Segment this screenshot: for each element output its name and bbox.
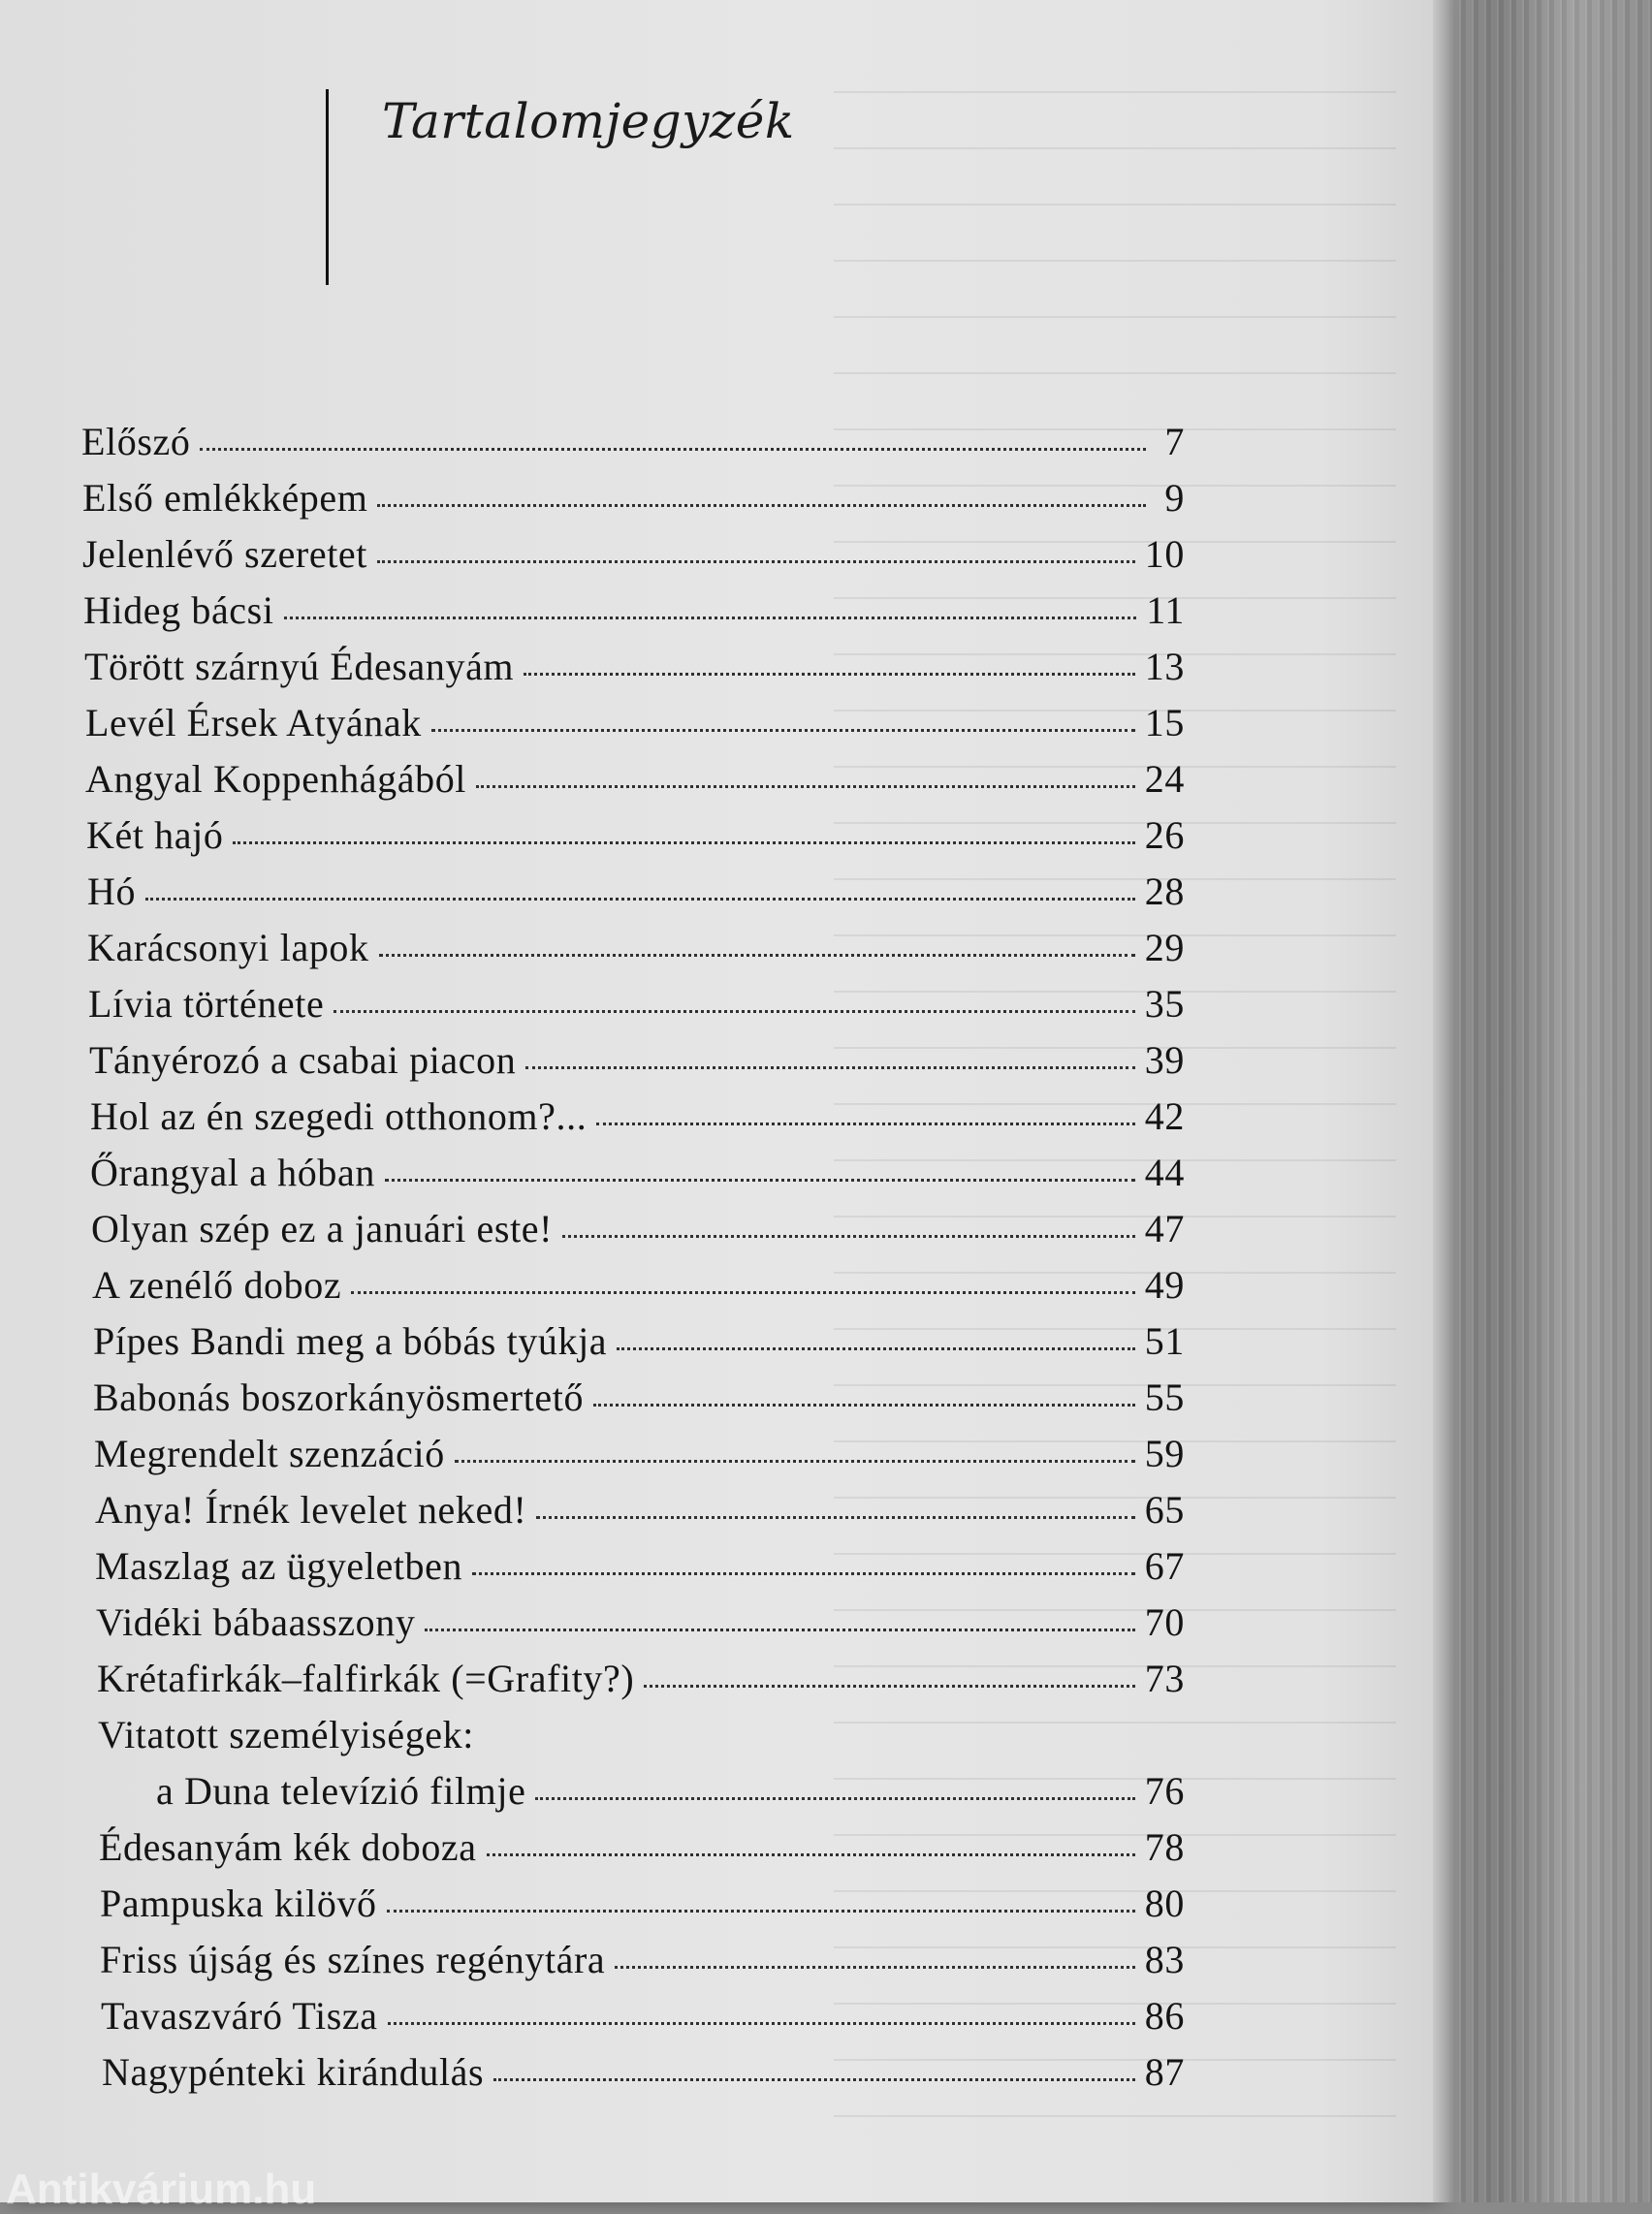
toc-page-number: 11	[1146, 588, 1185, 632]
toc-page-number: 39	[1144, 1038, 1185, 1082]
toc-entry-title: Karácsonyi lapok	[87, 926, 369, 969]
toc-entry-title: Édesanyám kék doboza	[99, 1825, 477, 1869]
toc-entry	[90, 1093, 1185, 1144]
toc-page-number: 51	[1144, 1319, 1185, 1363]
toc-entry-title: Pampuska kilövő	[100, 1882, 377, 1925]
dot-leader	[284, 617, 1137, 619]
toc-entry	[93, 1375, 1185, 1425]
toc-entry-title: Vitatott személyiségek:	[98, 1713, 474, 1756]
toc-page-number: 67	[1144, 1544, 1185, 1588]
toc-section-heading	[98, 1712, 1185, 1762]
dot-leader	[388, 2022, 1135, 2025]
toc-entry	[85, 700, 1185, 750]
toc-entry	[100, 1881, 1185, 1931]
toc-page-number: 13	[1144, 645, 1185, 688]
dot-leader	[334, 1010, 1134, 1013]
toc-page-number: 15	[1144, 701, 1185, 744]
dot-leader	[200, 448, 1146, 451]
toc-entry	[88, 981, 1185, 1031]
dot-leader	[233, 841, 1134, 844]
toc-page-number: 70	[1144, 1600, 1185, 1644]
toc-entry-title: Jelenlévő szeretet	[82, 532, 367, 576]
toc-entry	[94, 1431, 1185, 1481]
dot-leader	[593, 1404, 1135, 1407]
toc-entry-title: Maszlag az ügyeletben	[95, 1544, 463, 1588]
toc-page-number: 24	[1144, 757, 1185, 801]
toc-entry	[90, 1150, 1185, 1200]
toc-page-number: 86	[1144, 1994, 1185, 2038]
toc-entry	[102, 2049, 1185, 2100]
dot-leader	[425, 1629, 1134, 1631]
dot-leader	[145, 898, 1135, 901]
toc-entry	[93, 1318, 1185, 1369]
toc-page-number: 10	[1144, 532, 1185, 576]
toc-entry	[100, 1937, 1185, 1987]
toc-entry-title: Tányérozó a csabai piacon	[89, 1038, 517, 1082]
toc-page-number: 9	[1164, 476, 1185, 520]
dot-leader	[536, 1516, 1134, 1519]
page-title: Tartalomjegyzék	[382, 93, 795, 149]
toc-entry-title: Megrendelt szenzáció	[94, 1432, 445, 1475]
watermark: Antikvárium.hu	[6, 2166, 317, 2213]
toc-entry	[83, 587, 1185, 638]
toc-page-number: 65	[1144, 1488, 1185, 1532]
toc-entry-title: Olyan szép ez a januári este!	[91, 1207, 554, 1250]
toc-entry-title: Tavaszváró Tisza	[101, 1994, 378, 2038]
dot-leader	[431, 729, 1135, 732]
dot-leader	[487, 1853, 1135, 1856]
toc-page-number: 87	[1144, 2050, 1185, 2094]
toc-entry	[89, 1037, 1185, 1088]
toc-page-number: 83	[1144, 1938, 1185, 1981]
toc-page-number: 76	[1144, 1769, 1185, 1813]
dot-leader	[351, 1291, 1135, 1294]
toc-entry	[95, 1487, 1185, 1537]
toc-page-number: 49	[1144, 1263, 1185, 1307]
toc-page-number: 35	[1144, 982, 1185, 1026]
toc-page-number: 44	[1144, 1151, 1185, 1194]
toc-entry-title: Angyal Koppenhágából	[85, 757, 467, 801]
toc-page-number: 28	[1144, 870, 1185, 913]
toc-entry	[92, 1262, 1185, 1313]
toc-page-number: 73	[1144, 1657, 1185, 1700]
dot-leader	[535, 1797, 1134, 1800]
toc-entry-title: Krétafirkák–falfirkák (=Grafity?)	[97, 1657, 635, 1700]
toc-entry-title: a Duna televízió filmje	[156, 1769, 526, 1813]
dot-leader	[644, 1685, 1135, 1688]
dot-leader	[387, 1910, 1135, 1913]
page-edge	[1433, 0, 1454, 2202]
dot-leader	[524, 673, 1135, 676]
toc-entry-title: Hó	[87, 870, 137, 913]
dot-leader	[385, 1179, 1135, 1182]
toc-entry-title: Babonás boszorkányösmertető	[93, 1376, 585, 1419]
toc-entry-title: Nagypénteki kirándulás	[102, 2050, 485, 2094]
toc-entry	[85, 756, 1185, 807]
toc-entry	[95, 1543, 1185, 1594]
dot-leader	[472, 1572, 1135, 1575]
toc-page-number: 29	[1144, 926, 1185, 969]
toc-entry	[156, 1768, 1185, 1819]
toc-page-number: 78	[1144, 1825, 1185, 1869]
toc-page-number: 47	[1144, 1207, 1185, 1250]
toc-page-number: 42	[1144, 1094, 1185, 1138]
toc-entry-title: Törött szárnyú Édesanyám	[84, 645, 515, 688]
toc-entry-title: Levél Érsek Atyának	[85, 701, 422, 744]
toc-entry	[82, 531, 1185, 582]
toc-entry	[81, 419, 1185, 469]
toc-entry	[87, 925, 1185, 975]
toc-entry	[84, 644, 1185, 694]
dot-leader	[455, 1460, 1135, 1463]
toc-entry-title: Pípes Bandi meg a bóbás tyúkja	[93, 1319, 608, 1363]
dot-leader	[377, 504, 1146, 507]
toc-entry	[86, 812, 1185, 863]
toc-entry	[82, 475, 1185, 525]
toc-page-number: 59	[1144, 1432, 1185, 1475]
toc-entry-title: Előszó	[81, 420, 191, 463]
dot-leader	[525, 1066, 1134, 1069]
toc-entry-title: Lívia története	[88, 982, 325, 1026]
dot-leader	[377, 560, 1135, 563]
toc-entry-title: Friss újság és színes regénytára	[100, 1938, 606, 1981]
toc-entry	[97, 1656, 1185, 1706]
toc-page-number: 26	[1144, 813, 1185, 857]
toc-entry-title: Őrangyal a hóban	[90, 1151, 375, 1194]
dot-leader	[617, 1347, 1135, 1350]
toc-entry-title: A zenélő doboz	[92, 1263, 342, 1307]
toc-entry-title: Vidéki bábaasszony	[96, 1600, 416, 1644]
toc-page-number: 80	[1144, 1882, 1185, 1925]
toc-entry	[99, 1824, 1185, 1875]
toc-entry-title: Hol az én szegedi otthonom?...	[90, 1094, 588, 1138]
dot-leader	[615, 1966, 1135, 1969]
toc-page-number: 55	[1144, 1376, 1185, 1419]
toc-entry	[87, 869, 1185, 919]
toc-entry-title: Hideg bácsi	[83, 588, 274, 632]
dot-leader	[596, 1123, 1135, 1125]
toc-entry	[96, 1599, 1185, 1650]
toc-entry	[91, 1206, 1185, 1256]
toc-page-number: 7	[1164, 420, 1185, 463]
toc-entry	[101, 1993, 1185, 2043]
toc-entry-title: Első emlékképem	[82, 476, 368, 520]
toc-entry-title: Két hajó	[86, 813, 224, 857]
dot-leader	[379, 954, 1135, 957]
dot-leader	[476, 785, 1135, 788]
dot-leader	[493, 2078, 1135, 2081]
dot-leader	[562, 1235, 1135, 1238]
toc-entry-title: Anya! Írnék levelet neked!	[95, 1488, 527, 1532]
